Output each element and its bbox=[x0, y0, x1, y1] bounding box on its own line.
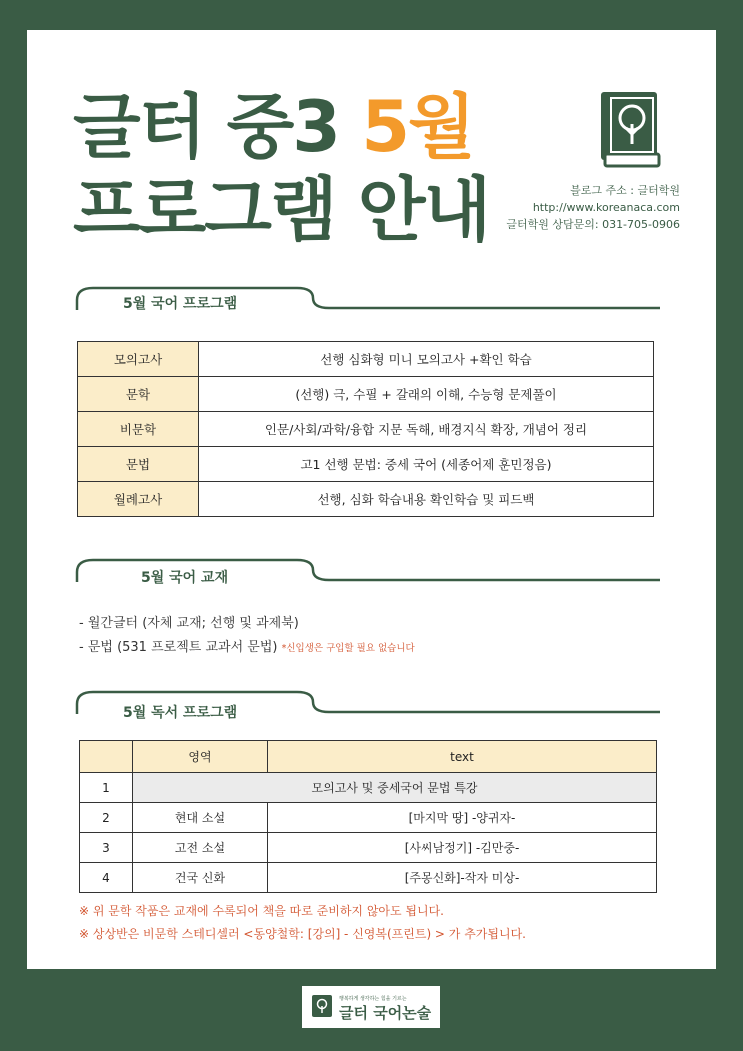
row-label: 문학 bbox=[78, 377, 199, 412]
row-area: 현대 소설 bbox=[133, 803, 268, 833]
row-number: 4 bbox=[80, 863, 133, 893]
header-cell-blank bbox=[80, 741, 133, 773]
row-label: 문법 bbox=[78, 447, 199, 482]
table-row bbox=[78, 412, 654, 447]
row-area: 건국 신화 bbox=[133, 863, 268, 893]
row-content: 인문/사회/과학/융합 지문 독해, 배경지식 확장, 개념어 정리 bbox=[199, 412, 654, 447]
table-row bbox=[80, 773, 657, 803]
newcomer-note: *신입생은 구입할 필요 없습니다 bbox=[281, 643, 415, 654]
program-table bbox=[77, 341, 654, 517]
table-row bbox=[80, 803, 657, 833]
row-content: 선행 심화형 미니 모의고사 +확인 학습 bbox=[199, 342, 654, 377]
row-content: 고1 선행 문법: 중세 국어 (세종어제 훈민정음) bbox=[199, 447, 654, 482]
title-line-1 bbox=[73, 86, 474, 168]
row-label: 비문학 bbox=[78, 412, 199, 447]
contact-phone: 글터학원 상담문의: 031-705-0906 bbox=[506, 218, 680, 231]
title-month: 5월 bbox=[361, 86, 474, 168]
list-item-text: - 문법 (531 프로젝트 교과서 문법) bbox=[79, 640, 278, 655]
program-section-header bbox=[75, 282, 660, 316]
textbook-heading: 5월 국어 교재 bbox=[141, 570, 229, 586]
program-heading: 5월 국어 프로그램 bbox=[123, 296, 238, 312]
contact-info bbox=[506, 182, 680, 233]
list-item bbox=[79, 636, 415, 661]
blog-url[interactable]: http://www.koreanaca.com bbox=[532, 201, 680, 214]
reading-table bbox=[79, 740, 657, 893]
row-content: 선행, 심화 학습내용 확인학습 및 피드백 bbox=[199, 482, 654, 517]
logo-name: 글터 국어논술 bbox=[339, 1004, 432, 1022]
table-row bbox=[78, 482, 654, 517]
blog-label: 블로그 주소 : 글터학원 bbox=[570, 184, 680, 197]
reading-section-header bbox=[75, 686, 660, 720]
title-prefix: 글터 중3 bbox=[73, 86, 339, 168]
table-row bbox=[78, 342, 654, 377]
table-row bbox=[80, 863, 657, 893]
table-row bbox=[80, 833, 657, 863]
title-line-2: 프로그램 안내 bbox=[73, 169, 490, 251]
book-tree-icon bbox=[599, 88, 663, 170]
row-text: [주몽신화]-작자 미상- bbox=[268, 863, 657, 893]
table-row bbox=[78, 377, 654, 412]
row-number: 2 bbox=[80, 803, 133, 833]
textbook-list bbox=[79, 612, 415, 661]
poster-card bbox=[27, 30, 716, 969]
row-area: 고전 소설 bbox=[133, 833, 268, 863]
book-tree-icon bbox=[312, 995, 334, 1019]
row-merged: 모의고사 및 중세국어 문법 특강 bbox=[133, 773, 657, 803]
row-text: [마지막 땅] -양귀자- bbox=[268, 803, 657, 833]
footnote: ※ 상상반은 비문학 스테디셀러 <동양철학: [강의] - 신영복(프린트) > 가 추가됩니다. bbox=[79, 927, 526, 941]
list-item: - 월간글터 (자체 교재; 선행 및 과제북) bbox=[79, 616, 299, 631]
row-label: 모의고사 bbox=[78, 342, 199, 377]
row-number: 3 bbox=[80, 833, 133, 863]
footer-logo bbox=[302, 986, 440, 1028]
logo-subtitle: 행복하게 생각하는 힘을 기르는 bbox=[339, 996, 407, 1002]
footnote: ※ 위 문학 작품은 교재에 수록되어 책을 따로 준비하지 않아도 됩니다. bbox=[79, 904, 444, 918]
header-cell-text: text bbox=[268, 741, 657, 773]
reading-heading: 5월 독서 프로그램 bbox=[123, 705, 238, 721]
table-header-row bbox=[80, 741, 657, 773]
header-cell-area: 영역 bbox=[133, 741, 268, 773]
row-content: (선행) 극, 수필 + 갈래의 이해, 수능형 문제풀이 bbox=[199, 377, 654, 412]
row-number: 1 bbox=[80, 773, 133, 803]
textbook-section-header bbox=[75, 554, 660, 588]
row-label: 월례고사 bbox=[78, 482, 199, 517]
footnotes bbox=[79, 900, 526, 946]
table-row bbox=[78, 447, 654, 482]
row-text: [사씨남정기] -김만중- bbox=[268, 833, 657, 863]
